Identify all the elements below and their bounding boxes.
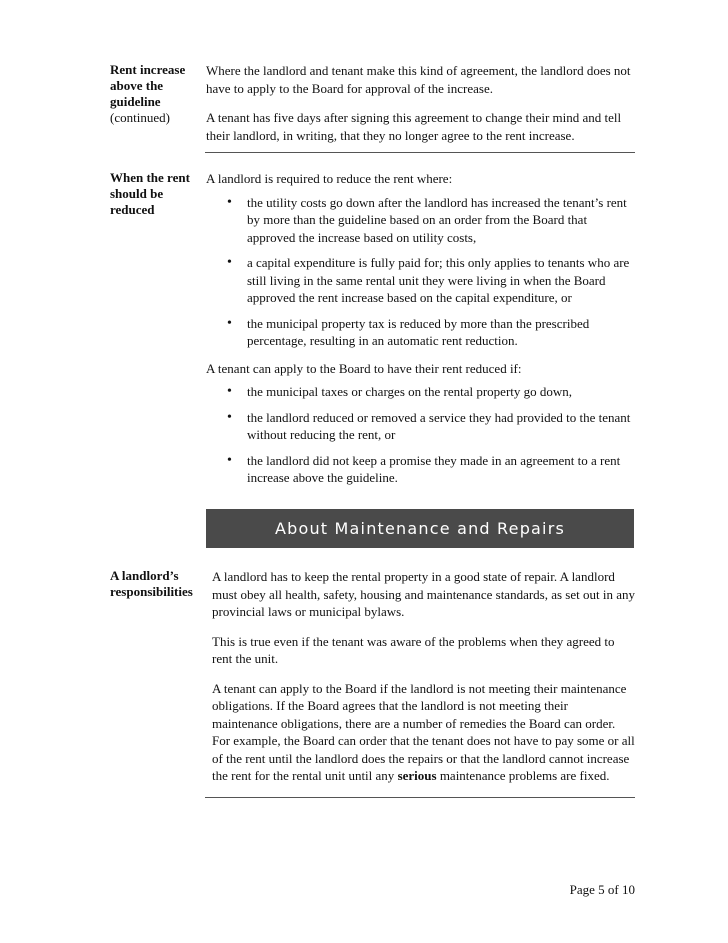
section-content — [206, 170, 636, 497]
bullet-list — [206, 383, 636, 487]
bullet-list — [206, 194, 636, 350]
section-label: When the rent should be reduced — [110, 170, 190, 217]
list-item: • the utility costs go down after the landlord has increased the tenant’s rent by more than the guideline based on an order from the Board that approved the increase based on utility costs, — [227, 194, 636, 247]
emphasis-text: serious — [397, 768, 437, 783]
section-content — [212, 568, 636, 785]
section-label: A landlord’s responsibilities — [110, 568, 193, 599]
page-number: Page 5 of 10 — [569, 882, 635, 897]
paragraph-text: A tenant can apply to the Board if the landlord is not meeting their maintenance obligations. If the Board agrees that the landlord is not meeting their maintenance obligations, there are a number of remedies the Board can order. For example, the Board can order that the tenant does not have to pay some or all of the rent until the landlord does the repairs or that the landlord cannot increase the rent for the rental unit until any — [212, 680, 635, 783]
paragraph: A tenant can apply to the Board to have their rent reduced if: — [206, 360, 522, 376]
list-item: • the municipal taxes or charges on the rental property go down, — [227, 383, 636, 401]
section-divider — [205, 797, 635, 798]
paragraph-text: maintenance problems are fixed. — [436, 768, 610, 783]
list-item: • the landlord reduced or removed a service they had provided to the tenant without reducing the rent, or — [227, 409, 636, 444]
paragraph: A landlord is required to reduce the rent where: — [206, 171, 453, 186]
paragraph: This is true even if the tenant was aware of the problems when they agreed to rent the unit. — [212, 633, 615, 666]
list-item: • the landlord did not keep a promise they made in an agreement to a rent increase above the guideline. — [227, 452, 636, 487]
section-label-title: Rent increase above the guideline — [110, 62, 186, 109]
list-item: • a capital expenditure is fully paid for; this only applies to tenants who are still living in the same rental unit they were living in when the Board approved the rent increase based on the capital expenditure, or — [227, 254, 636, 307]
paragraph: Where the landlord and tenant make this kind of agreement, the landlord does not have to apply to the Board for approval of the increase. — [206, 63, 631, 96]
paragraph: A tenant has five days after signing this agreement to change their mind and tell their landlord, in writing, that they no longer agree to the rent increase. — [206, 110, 622, 143]
section-label — [110, 62, 202, 126]
section-content — [206, 62, 636, 144]
section-banner: About Maintenance and Repairs — [206, 509, 634, 548]
list-item: • the municipal property tax is reduced by more than the prescribed percentage, resulting in an automatic rent reduction. — [227, 315, 636, 350]
paragraph: A landlord has to keep the rental property in a good state of repair. A landlord must obey all health, safety, housing and maintenance standards, as set out in any provincial laws or municipal bylaws. — [212, 569, 635, 619]
paragraph — [212, 680, 636, 785]
section-label-continued: (continued) — [110, 110, 170, 125]
section-divider — [205, 152, 635, 153]
